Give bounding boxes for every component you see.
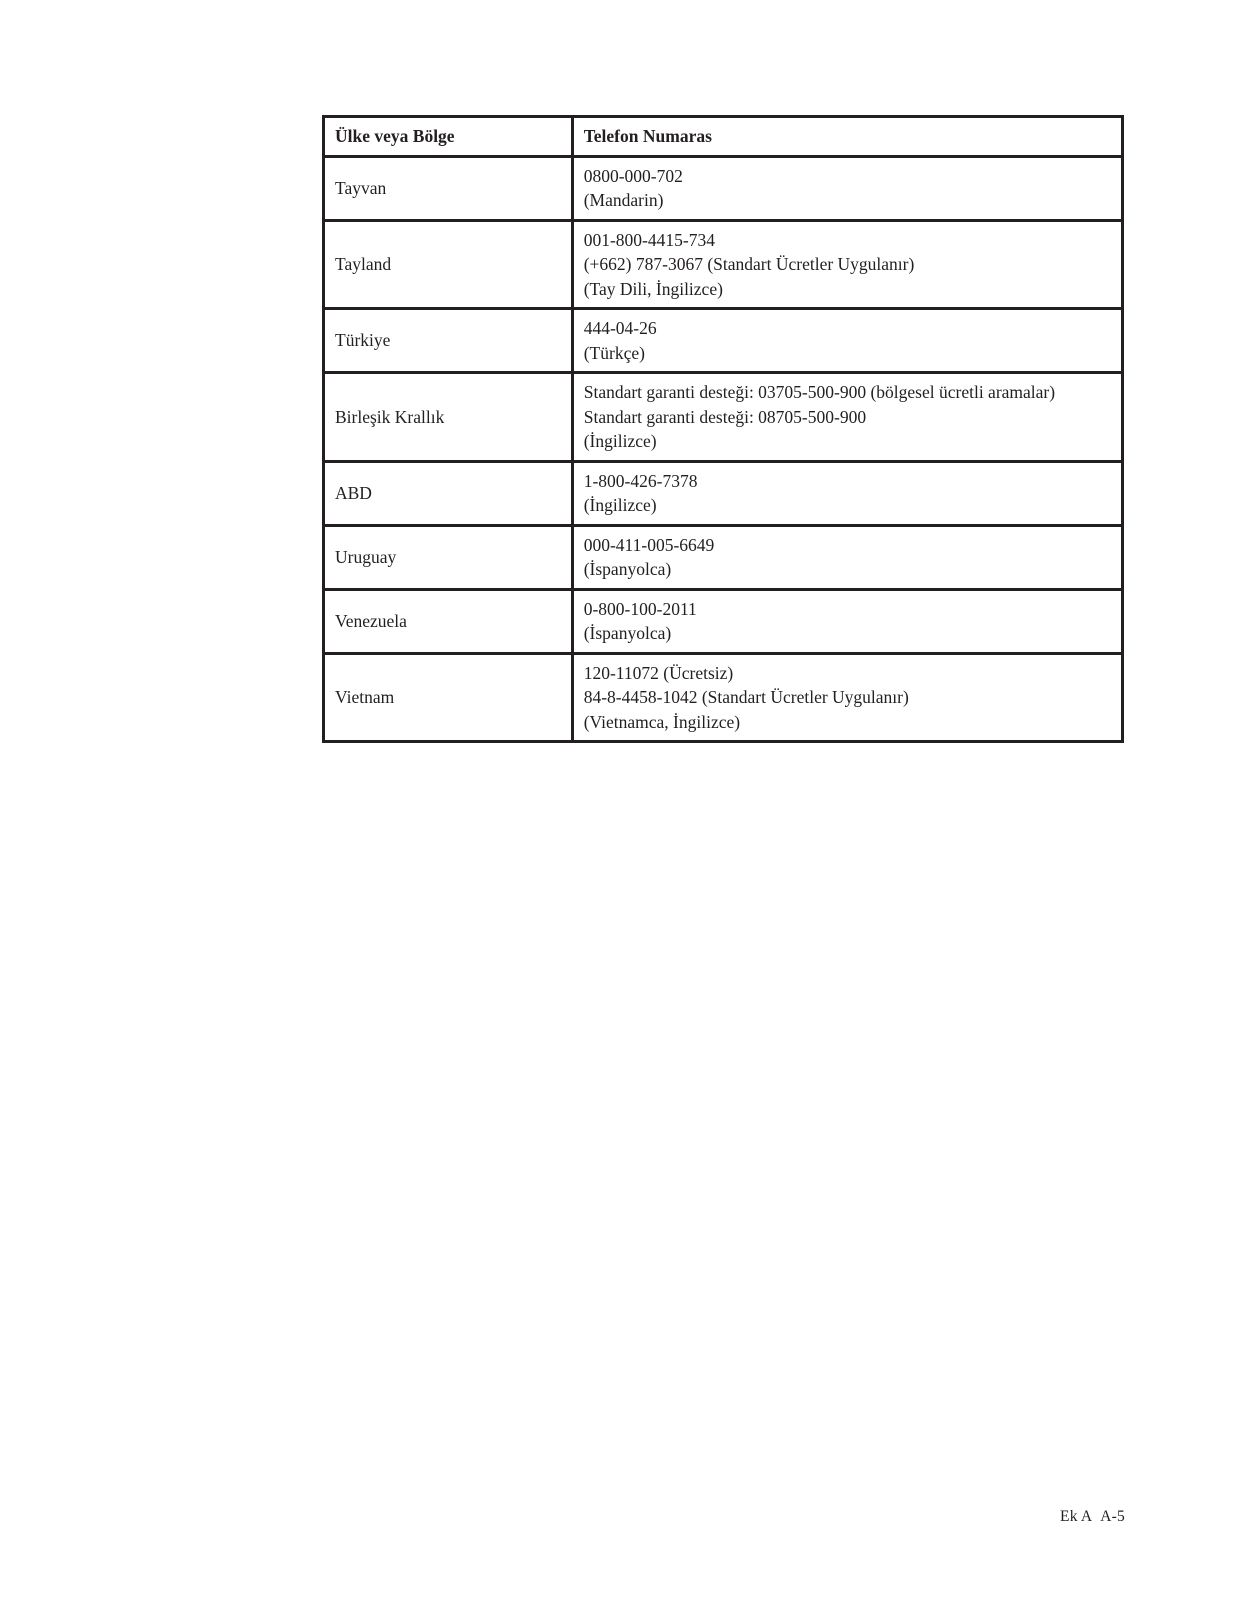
- country-cell: Tayvan: [324, 156, 573, 220]
- header-country: Ülke veya Bölge: [324, 117, 573, 157]
- phone-cell: [572, 220, 1122, 309]
- table-row: [324, 373, 1123, 462]
- country-cell: Tayland: [324, 220, 573, 309]
- country-cell: ABD: [324, 461, 573, 525]
- phone-line: (İngilizce): [583, 431, 657, 451]
- phone-line: 444-04-26: [583, 318, 657, 338]
- phone-line: (Vietnamca, İngilizce): [583, 711, 741, 732]
- phone-line: 000-411-005-6649: [583, 534, 715, 555]
- country-cell: Türkiye: [324, 309, 573, 373]
- phone-line: (İspanyolca): [583, 623, 672, 643]
- country-cell: Uruguay: [324, 525, 573, 589]
- footer-section: Ek A: [1060, 1508, 1093, 1525]
- page-footer: [1060, 1508, 1125, 1526]
- phone-cell: [572, 589, 1122, 653]
- phone-line: (+662) 787-3067 (Standart Ücretler Uygulanır): [583, 254, 915, 274]
- phone-line: Standart garanti desteği: 03705-500-900 (bölgesel ücretli aramalar): [583, 382, 1056, 402]
- table-row: [324, 525, 1123, 589]
- country-cell: Vietnam: [324, 653, 573, 742]
- table-row: [324, 461, 1123, 525]
- table-header-row: [324, 117, 1123, 157]
- table-row: [324, 156, 1123, 220]
- phone-cell: [572, 461, 1122, 525]
- phone-cell: [572, 525, 1122, 589]
- table-row: [324, 309, 1123, 373]
- phone-line: (İngilizce): [583, 495, 657, 515]
- phone-line: 001-800-4415-734: [583, 229, 715, 250]
- phone-cell: [572, 373, 1122, 462]
- phone-line: 0-800-100-2011: [583, 598, 697, 619]
- header-phone: Telefon Numaras: [572, 117, 1122, 157]
- phone-cell: [572, 309, 1122, 373]
- phone-line: (Türkçe): [583, 342, 645, 363]
- phone-cell: [572, 653, 1122, 742]
- phone-line: (İspanyolca): [583, 559, 672, 579]
- footer-page-number: A-5: [1100, 1508, 1125, 1525]
- phone-line: (Tay Dili, İngilizce): [583, 278, 723, 299]
- phone-cell: [572, 156, 1122, 220]
- phone-line: 120-11072 (Ücretsiz): [583, 662, 734, 683]
- phone-line: Standart garanti desteği: 08705-500-900: [583, 406, 867, 427]
- table-row: [324, 589, 1123, 653]
- country-cell: Venezuela: [324, 589, 573, 653]
- phone-line: 1-800-426-7378: [583, 470, 698, 491]
- table-row: [324, 653, 1123, 742]
- table-body: [324, 156, 1123, 742]
- phone-line: 0800-000-702: [583, 165, 683, 186]
- country-cell: Birleşik Krallık: [324, 373, 573, 462]
- phone-line: 84-8-4458-1042 (Standart Ücretler Uygulanır): [583, 687, 909, 707]
- phone-line: (Mandarin): [583, 190, 664, 210]
- table-row: [324, 220, 1123, 309]
- support-phone-table: [322, 115, 1124, 743]
